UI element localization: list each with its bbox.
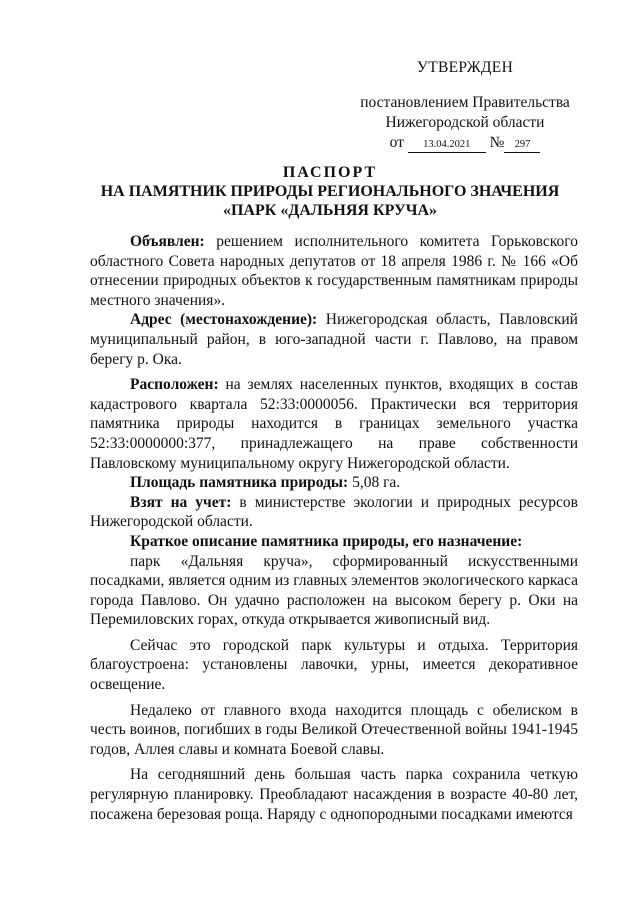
registered-paragraph (90, 493, 578, 532)
number-label: № (489, 134, 505, 151)
description-paragraph-4: На сегодняшний день большая часть парка сохранила четкую регулярную планировку. Преобладают насаждения в возрасте 40-80 лет, посажена березовая роща. Наряду с однопородными посадками имеются (90, 766, 578, 823)
title-line-3: «ПАРК «ДАЛЬНЯЯ КРУЧА» (222, 202, 437, 219)
located-label: Расположен: (130, 376, 219, 394)
address-paragraph (90, 310, 578, 369)
located-paragraph (90, 375, 578, 473)
description-paragraph-3: Недалеко от главного входа находится площадь с обелиском в честь воинов, погибших в годы Великой Отечественной войны 1941-1945 годов, Аллея славы и комната Боевой славы. (90, 701, 578, 758)
description-label: Краткое описание памятника природы, его назначение: (130, 532, 523, 550)
area-paragraph (90, 473, 578, 493)
document-body (90, 232, 578, 824)
from-label: от (389, 134, 404, 151)
approval-line-1: постановлением Правительства (360, 94, 570, 111)
description-heading (90, 532, 578, 552)
located-text: на землях населенных пунктов, входящих в состав кадастрового квартала 52:33:0000056. Практически вся территория памятника природы находится в границах земельного участка 52:33:0000000:377, принадлежащего на праве собственности Павловскому муниципальному округу Нижегородской области. (90, 376, 578, 472)
approval-block (350, 58, 580, 153)
registered-text: в министерстве экологии и природных ресурсов Нижегородской области. (90, 493, 578, 531)
declared-label: Объявлен: (130, 233, 205, 250)
document-title (60, 163, 600, 220)
description-paragraph-1: парк «Дальняя круча», сформированный искусственными посадками, является одним из главных элементов экологического каркаса города Павлово. Он удачно расположен на высоком берегу р. Оки на Перемиловских горах, откуда открывается живописный вид. (90, 552, 578, 629)
declared-paragraph (90, 232, 578, 310)
description-paragraph-2: Сейчас это городской парк культуры и отдыха. Территория благоустроена: установлены лавочки, урны, имеется декоративное освещение. (90, 636, 578, 694)
address-label: Адрес (местонахождение): (130, 311, 318, 329)
area-text: 5,08 га. (348, 474, 401, 492)
area-label: Площадь памятника природы: (130, 474, 349, 492)
title-line-1: ПАСПОРТ (282, 164, 378, 181)
registered-label: Взят на учет: (130, 493, 232, 511)
approval-number: 297 (504, 138, 540, 153)
approval-line-2: Нижегородской области (385, 114, 545, 131)
approved-heading: УТВЕРЖДЕН (416, 59, 514, 76)
approval-date: 13.04.2021 (408, 138, 486, 153)
address-text: Нижегородская область, Павловский муниципальный район, в юго-западной части г. Павлово, на правом берегу р. Ока. (90, 311, 578, 368)
approval-date-line (350, 133, 580, 153)
title-line-2: НА ПАМЯТНИК ПРИРОДЫ РЕГИОНАЛЬНОГО ЗНАЧЕНИЯ (100, 183, 560, 200)
declared-text: решением исполнительного комитета Горьковского областного Совета народных депутатов от 18 апреля 1986 г. № 166 «Об отнесении природных объектов к государственным памятникам природы местного значения». (90, 233, 578, 309)
